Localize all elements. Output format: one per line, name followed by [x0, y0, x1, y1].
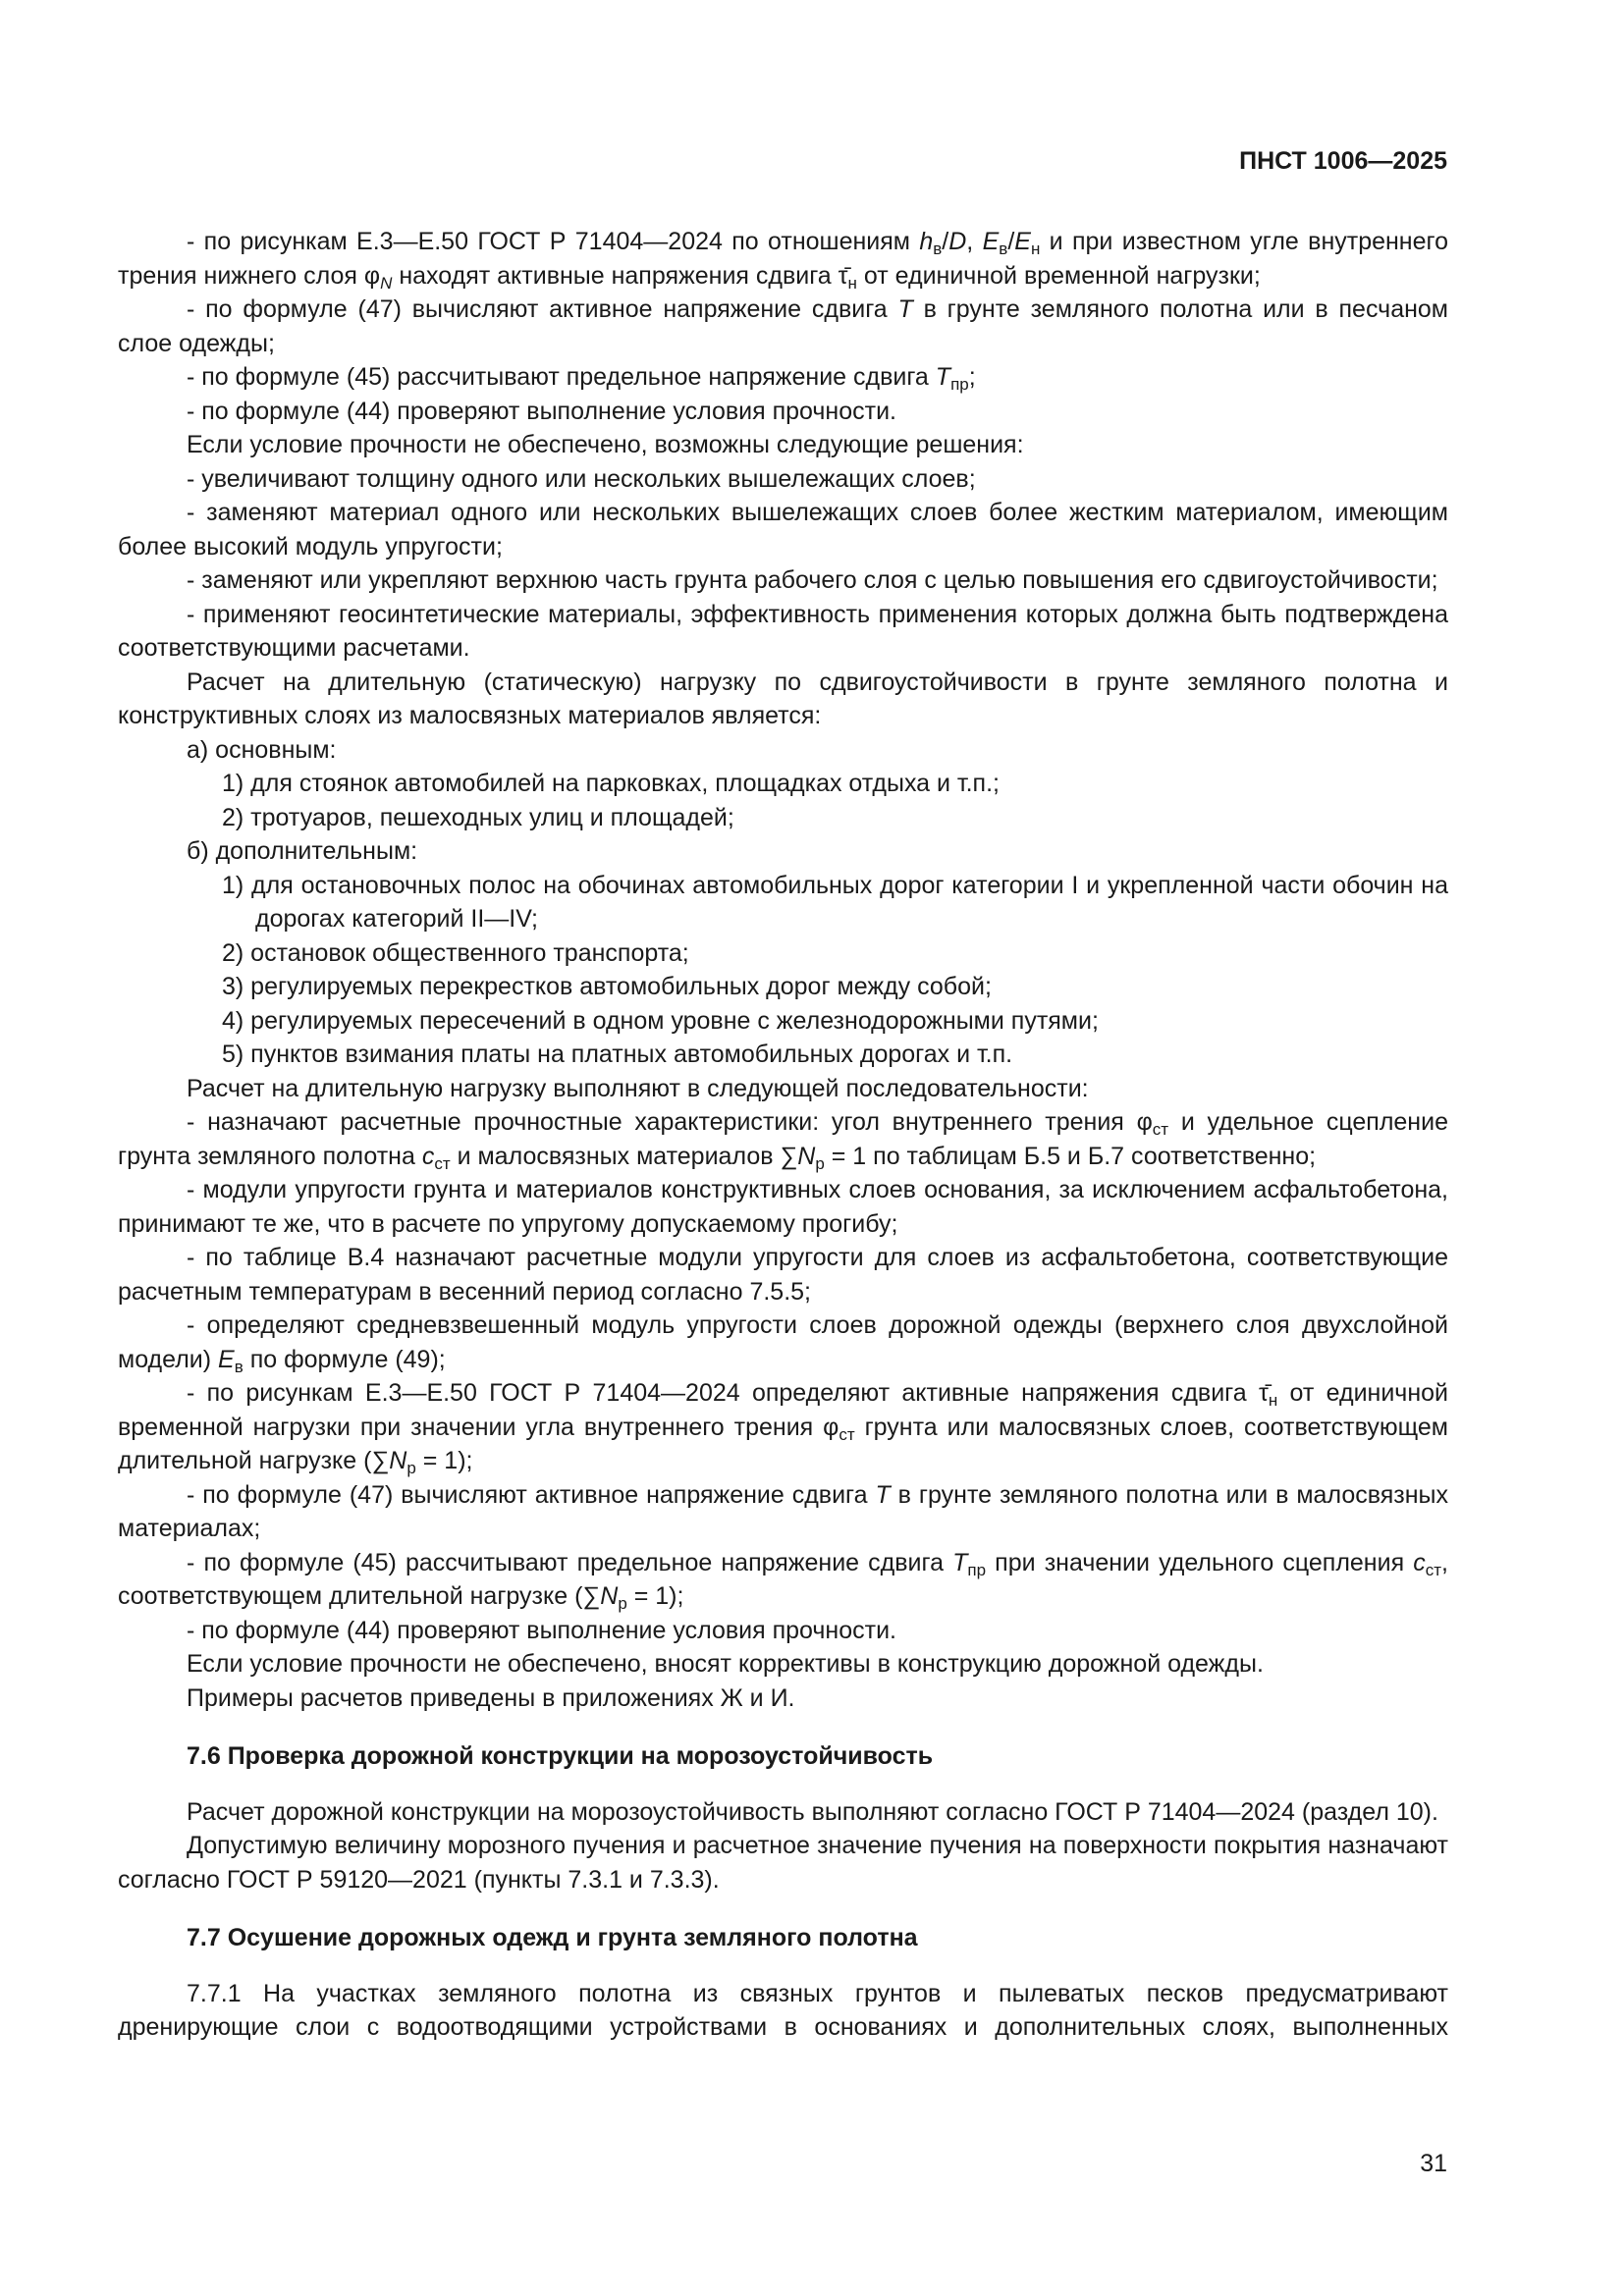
- paragraph: Расчет на длительную нагрузку выполняют в следующей последовательности:: [187, 1074, 1089, 1102]
- page-body: [118, 225, 1448, 2045]
- paragraph: Если условие прочности не обеспечено, возможны следующие решения:: [187, 431, 1024, 458]
- list-item: - по таблице В.4 назначают расчетные модули упругости для слоев из асфальтобетона, соответствующие расчетным температурам в весенний период согласно 7.5.5;: [118, 1244, 1448, 1306]
- document-code: ПНСТ 1006—2025: [1239, 147, 1447, 175]
- list-item: - определяют средневзвешенный модуль упругости слоев дорожной одежды (верхнего слоя двухслойной модели) $E_в$ по формуле (49);: [118, 1311, 1448, 1376]
- paragraph: Примеры расчетов приведены в приложениях Ж и И.: [187, 1683, 795, 1712]
- paragraph: Допустимую величину морозного пучения и расчетное значение пучения на поверхности покрытия назначают согласно ГОСТ Р 59120—2021 (пункты 7.3.1 и 7.3.3).: [118, 1832, 1448, 1894]
- list-item: 4) регулируемых пересечений в одном уровне с железнодорожными путями;: [222, 1006, 1099, 1035]
- paragraph: - по формуле (45) рассчитывают предельное напряжение сдвига $T_{пр}$;: [187, 363, 976, 394]
- paragraph: Если условие прочности не обеспечено, вносят коррективы в конструкцию дорожной одежды.: [187, 1650, 1264, 1678]
- list-item: - заменяют материал одного или нескольких вышележащих слоев более жестким материалом, имеющим более высокий модуль упругости;: [118, 499, 1448, 561]
- list-item: - по формуле (44) проверяют выполнение условия прочности.: [187, 1616, 896, 1644]
- list-item: 3) регулируемых перекрестков автомобильных дорог между собой;: [222, 973, 992, 1000]
- list-item: 1) для стоянок автомобилей на парковках, площадках отдыха и т.п.;: [222, 770, 1000, 797]
- list-item: а) основным:: [187, 735, 337, 764]
- list-item: 2) остановок общественного транспорта;: [222, 938, 689, 967]
- list-item: - модули упругости грунта и материалов конструктивных слоев основания, за исключением асфальтобетона, принимают те же, что в расчете по упругому допускаемому прогибу;: [118, 1176, 1448, 1238]
- list-item: - применяют геосинтетические материалы, эффективность применения которых должна быть подтверждена соответствующими расчетами.: [118, 600, 1448, 662]
- list-item: - по формуле (45) рассчитывают предельное напряжение сдвига $T_{пр}$ при значении удельного сцепления $c_{ст}$, соответствующем длительной нагрузке $(\sum N_р = 1)$;: [118, 1548, 1448, 1613]
- list-item: - по формуле (47) вычисляют активное напряжение сдвига T в грунте земляного полотна или в малосвязных материалах;: [118, 1480, 1448, 1542]
- list-item: - заменяют или укрепляют верхнюю часть грунта рабочего слоя с целью повышения его сдвигоустойчивости;: [187, 566, 1438, 594]
- section-heading: 7.7 Осушение дорожных одежд и грунта земляного полотна: [187, 1924, 918, 1951]
- paragraph: - по формуле (47) вычисляют активное напряжение сдвига T в грунте земляного полотна или в песчаном слое одежды;: [118, 295, 1448, 357]
- page-number: 31: [1420, 2150, 1447, 2177]
- paragraph: - по рисункам Е.3—Е.50 ГОСТ Р 71404—2024 по отношениям $h_в/D$, $E_в/E_н$ и при известном угле внутреннего трения нижнего слоя $\varphi_N$ находят активные напряжения сдвига $\taū_н$ от единичной временной нагрузки;: [118, 228, 1448, 293]
- paragraph: Расчет на длительную (статическую) нагрузку по сдвигоустойчивости в грунте земляного полотна и конструктивных слоях из малосвязных материалов является:: [118, 667, 1448, 729]
- list-item: - назначают расчетные прочностные характеристики: угол внутреннего трения $\varphi_{ст}$ и удельное сцепление грунта земляного полотна $c_{ст}$ и малосвязных материалов $\sum N_р = 1$ по таблицам Б.5 и Б.7 соответственно;: [118, 1108, 1448, 1173]
- list-item: 2) тротуаров, пешеходных улиц и площадей;: [222, 803, 734, 831]
- list-item: - увеличивают толщину одного или нескольких вышележащих слоев;: [187, 464, 976, 493]
- paragraph: - по формуле (44) проверяют выполнение условия прочности.: [187, 397, 896, 425]
- list-item: - по рисункам Е.3—Е.50 ГОСТ Р 71404—2024 определяют активные напряжения сдвига $\taū_н$ от единичной временной нагрузки при значении угла внутреннего трения $\varphi_{ст}$ грунта или малосвязных слоев, соответствующем длительной нагрузке $(\sum N_р = 1)$;: [118, 1379, 1448, 1477]
- section-heading: 7.6 Проверка дорожной конструкции на морозоустойчивость: [187, 1742, 934, 1770]
- paragraph: 7.7.1 На участках земляного полотна из связных грунтов и пылеватых песков предусматривают дренирующие слои с водоотводящими устройствами в основаниях и дополнительных слоях, выполненных: [118, 1979, 1448, 2041]
- list-item: 5) пунктов взимания платы на платных автомобильных дорогах и т.п.: [222, 1041, 1013, 1068]
- list-item: б) дополнительным:: [187, 837, 418, 865]
- paragraph: Расчет дорожной конструкции на морозоустойчивость выполняют согласно ГОСТ Р 71404—2024 (раздел 10).: [187, 1797, 1438, 1826]
- list-item: 1) для остановочных полос на обочинах автомобильных дорог категории I и укрепленной части обочин на дорогах категорий II—IV;: [222, 871, 1448, 933]
